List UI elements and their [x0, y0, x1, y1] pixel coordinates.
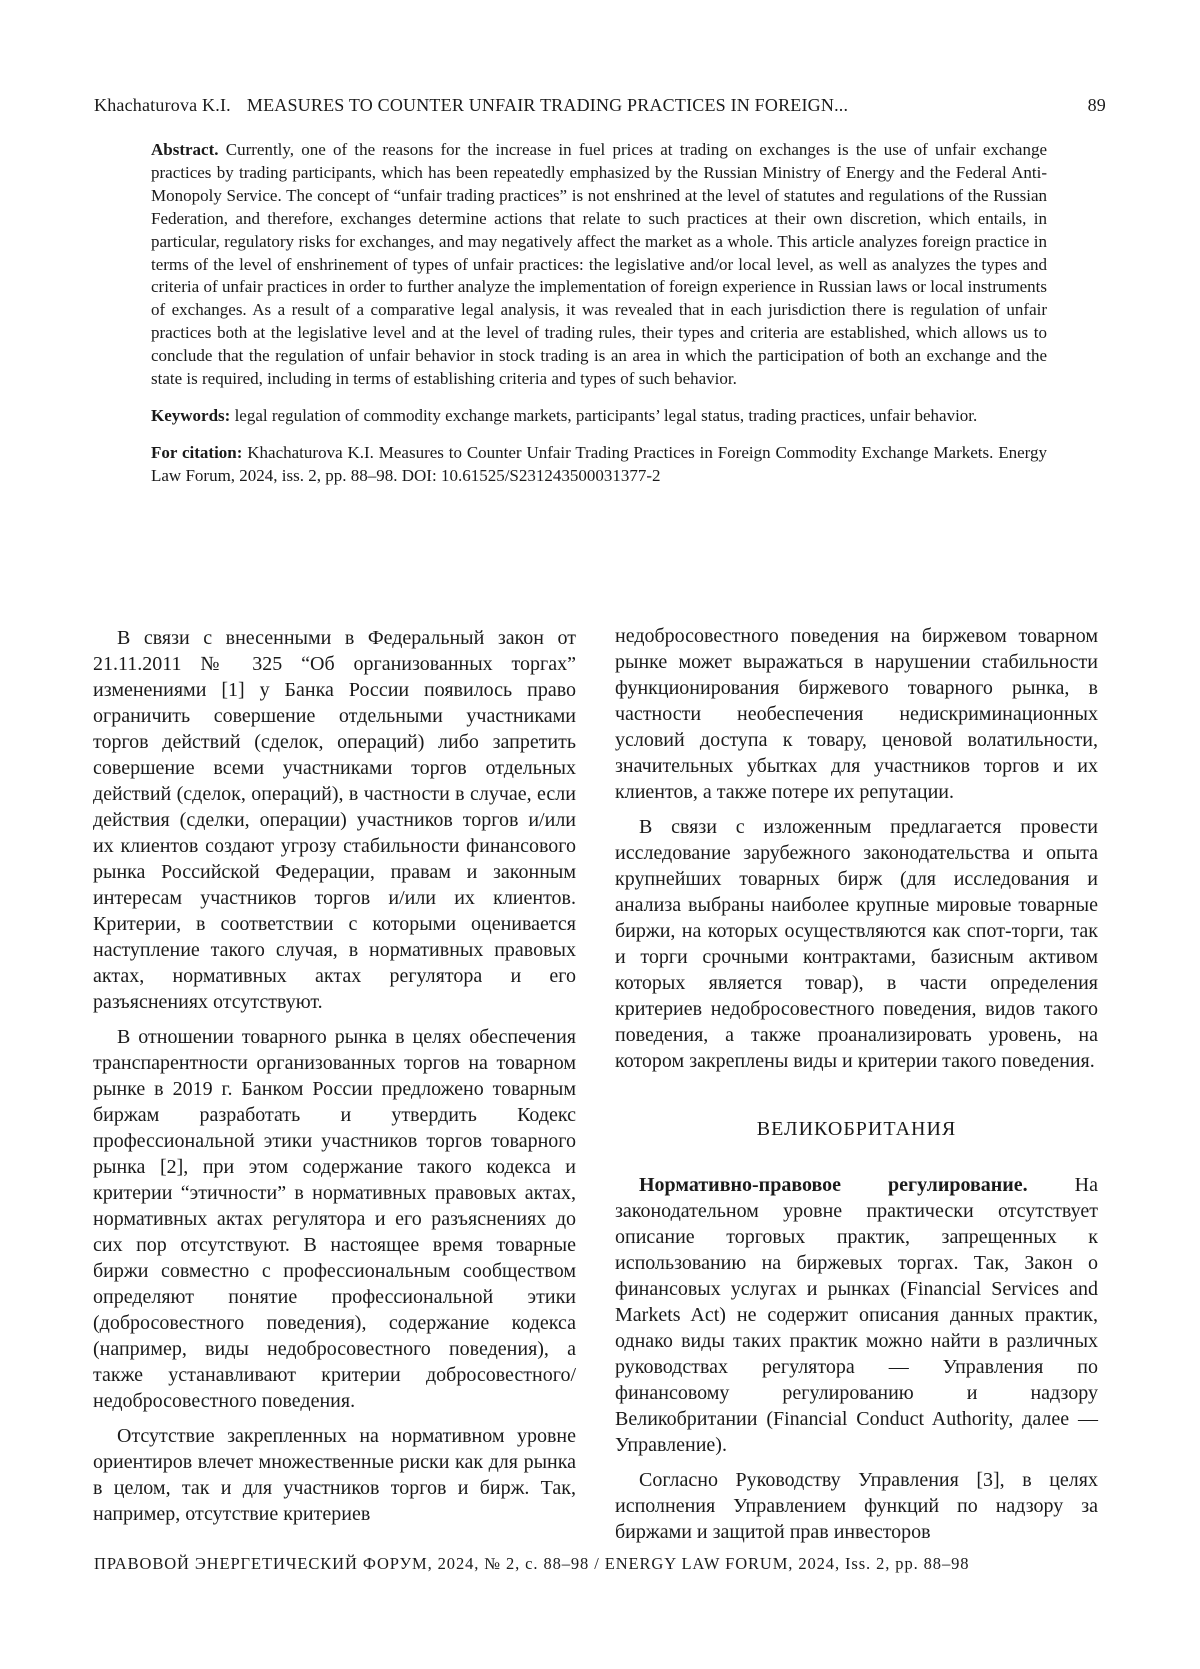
keywords	[151, 405, 1047, 428]
abstract	[151, 139, 1047, 391]
body-paragraph: В связи с изложенным предлагается провести исследование зарубежного законодательства и опыта крупнейших товарных бирж (для исследования и анализа выбраны наиболее крупные мировые товарные биржи, на которых осуществляются как спот-торги, так и торги срочными контрактами, базисным активом которых является товар), в части определения критериев недобросовестного поведения, видов такого поведения, а также проанализировать уровень, на котором закреплены виды и критерии такого поведения.	[615, 816, 1098, 1072]
body-paragraph: В связи с внесенными в Федеральный закон от 21.11.2011 № 325 “Об организованных торгах” изменениями [1] у Банка России появилось право ограничить совершение отдельными участниками торгов действий (сделок, операций) либо запретить совершение всеми участниками торгов отдельных действий (сделок, операций), в частности в случае, если действия (сделки, операции) участников торгов и/или их клиентов создают угрозу стабильности финансового рынка Российской Федерации, правам и законным интересам участников торгов и/или их клиентов. Критерии, в соответствии с которыми оценивается наступление такого случая, в нормативных правовых актах, нормативных актах регулятора и его разъяснениях отсутствуют.	[93, 627, 576, 1013]
paragraph-lead: Нормативно-правовое регулирование.	[639, 1174, 1028, 1196]
left-column	[93, 625, 576, 1527]
keywords-text: legal regulation of commodity exchange markets, participants’ legal status, trading practices, unfair behavior.	[234, 405, 978, 425]
section-heading: ВЕЛИКОБРИТАНИЯ	[756, 1118, 957, 1140]
header-author: Khachaturova K.I.	[94, 95, 231, 115]
abstract-label: Abstract.	[151, 140, 219, 159]
abstract-block	[151, 139, 1047, 488]
keywords-label: Keywords:	[151, 405, 231, 425]
right-column	[615, 623, 1098, 1545]
body-paragraph: В отношении товарного рынка в целях обеспечения транспарентности организованных торгов на товарном рынке в 2019 г. Банком России предложено товарным биржам разработать и утвердить Кодекс профессиональной этики участников торгов товарного рынка [2], при этом содержание такого кодекса и критерии “этичности” в нормативных правовых актах, нормативных актах регулятора и его разъяснениях до сих пор отсутствуют. В настоящее время товарные биржи совместно с профессиональным сообществом определяют понятие профессиональной этики (добросовестного поведения), содержание кодекса (например, виды недобросовестного поведения), а также устанавливают критерии добросовестного/недобросовестного поведения.	[93, 1026, 576, 1412]
page-number: 89	[1087, 95, 1106, 115]
header-title: MEASURES TO COUNTER UNFAIR TRADING PRACTICES IN FOREIGN...	[246, 95, 849, 115]
body-paragraph: Отсутствие закрепленных на нормативном уровне ориентиров влечет множественные риски как для рынка в целом, так и для участников торгов и бирж. Так, например, отсутствие критериев	[93, 1425, 576, 1525]
citation	[151, 442, 1047, 488]
citation-text: Khachaturova K.I. Measures to Counter Unfair Trading Practices in Foreign Commodity Exchange Markets. Energy Law Forum, 2024, iss. 2, pp. 88–98. DOI: 10.61525/S231243500031377-2	[151, 442, 1047, 485]
citation-label: For citation:	[151, 442, 243, 462]
body-paragraph-continuation: недобросовестного поведения на биржевом товарном рынке может выражаться в нарушении стабильности функционирования биржевого товарного рынка, в частности необеспечения недискриминационных условий доступа к товару, ценовой волатильности, значительных убытках для участников торгов и их клиентов, а также потере их репутации.	[615, 625, 1098, 803]
body-paragraph: Нормативно-правовое регулирование. На законодательном уровне практически отсутствует описание торговых практик, запрещенных к использованию на биржевых торгах. Так, Закон о финансовых услугах и рынках (Financial Services and Markets Act) не содержит описания данных практик, однако виды таких практик можно найти в различных руководствах регулятора — Управления по финансовому регулированию и надзору Великобритании (Financial Conduct Authority, далее — Управление).	[615, 1174, 1098, 1456]
abstract-text: Currently, one of the reasons for the increase in fuel prices at trading on exchanges is the use of unfair exchange practices by trading participants, which has been repeatedly emphasized by the Russian Ministry of Energy and the Federal Anti-Monopoly Service. The concept of “unfair trading practices” is not enshrined at the level of statutes and regulations of the Russian Federation, and therefore, exchanges determine actions that relate to such practices at their own discretion, which entails, in particular, regulatory risks for exchanges, and may negatively affect the market as a whole. This article analyzes foreign practice in terms of the level of enshrinement of types of unfair practices: the legislative and/or local level, as well as analyzes the types and criteria of unfair practices in order to further analyze the implementation of foreign experience in Russian laws or local instruments of exchanges. As a result of a comparative legal analysis, it was revealed that in each jurisdiction there is regulation of unfair practices both at the legislative level and at the level of trading rules, their types and criteria are established, which allows us to conclude that the regulation of unfair behavior in stock trading is an area in which the participation of both an exchange and the state is required, including in terms of establishing criteria and types of such behavior.	[151, 140, 1048, 389]
running-header	[94, 93, 1106, 117]
body-paragraph: Согласно Руководству Управления [3], в целях исполнения Управлением функций по надзору за биржами и защитой прав инвесторов	[615, 1469, 1098, 1543]
page-footer: ПРАВОВОЙ ЭНЕРГЕТИЧЕСКИЙ ФОРУМ, 2024, № 2, с. 88–98 / ENERGY LAW FORUM, 2024, Iss. 2, pp. 88–98	[94, 1554, 970, 1573]
